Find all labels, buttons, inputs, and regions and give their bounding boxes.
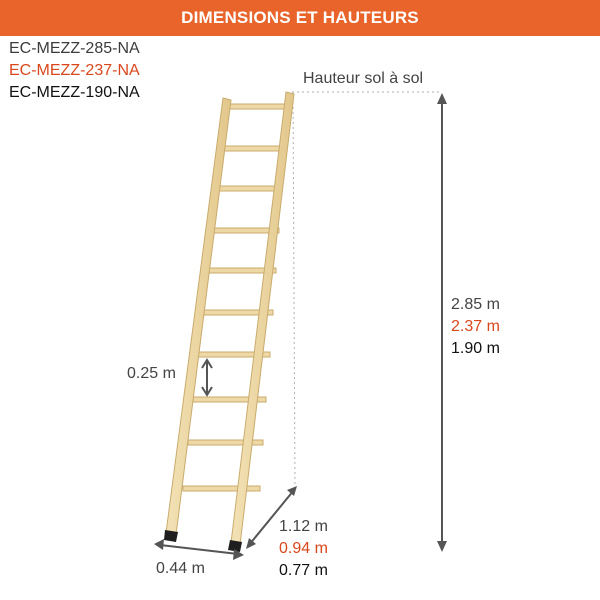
reference-237: EC-MEZZ-237-NA bbox=[9, 62, 140, 79]
right-stringer bbox=[231, 92, 294, 545]
width-label: 0.44 m bbox=[156, 560, 205, 577]
ladder bbox=[164, 92, 294, 552]
reference-285: EC-MEZZ-285-NA bbox=[9, 40, 140, 57]
height-arrow bbox=[437, 93, 447, 552]
banner-title: DIMENSIONS ET HAUTEURS bbox=[181, 8, 419, 27]
height-label-237: 2.37 m bbox=[451, 318, 500, 335]
reference-190: EC-MEZZ-190-NA bbox=[9, 84, 140, 101]
height-label-285: 2.85 m bbox=[451, 296, 500, 313]
height-guide-lines bbox=[292, 92, 440, 490]
rung-spacing-arrow bbox=[202, 360, 212, 395]
depth-label-237: 0.94 m bbox=[279, 540, 328, 557]
left-foot bbox=[164, 530, 178, 542]
depth-label-285: 1.12 m bbox=[279, 518, 328, 535]
depth-label-190: 0.77 m bbox=[279, 562, 328, 579]
floor-to-floor-label: Hauteur sol à sol bbox=[303, 70, 424, 87]
rung-spacing-label: 0.25 m bbox=[127, 365, 176, 382]
height-label-190: 1.90 m bbox=[451, 340, 500, 357]
left-stringer bbox=[166, 98, 231, 535]
